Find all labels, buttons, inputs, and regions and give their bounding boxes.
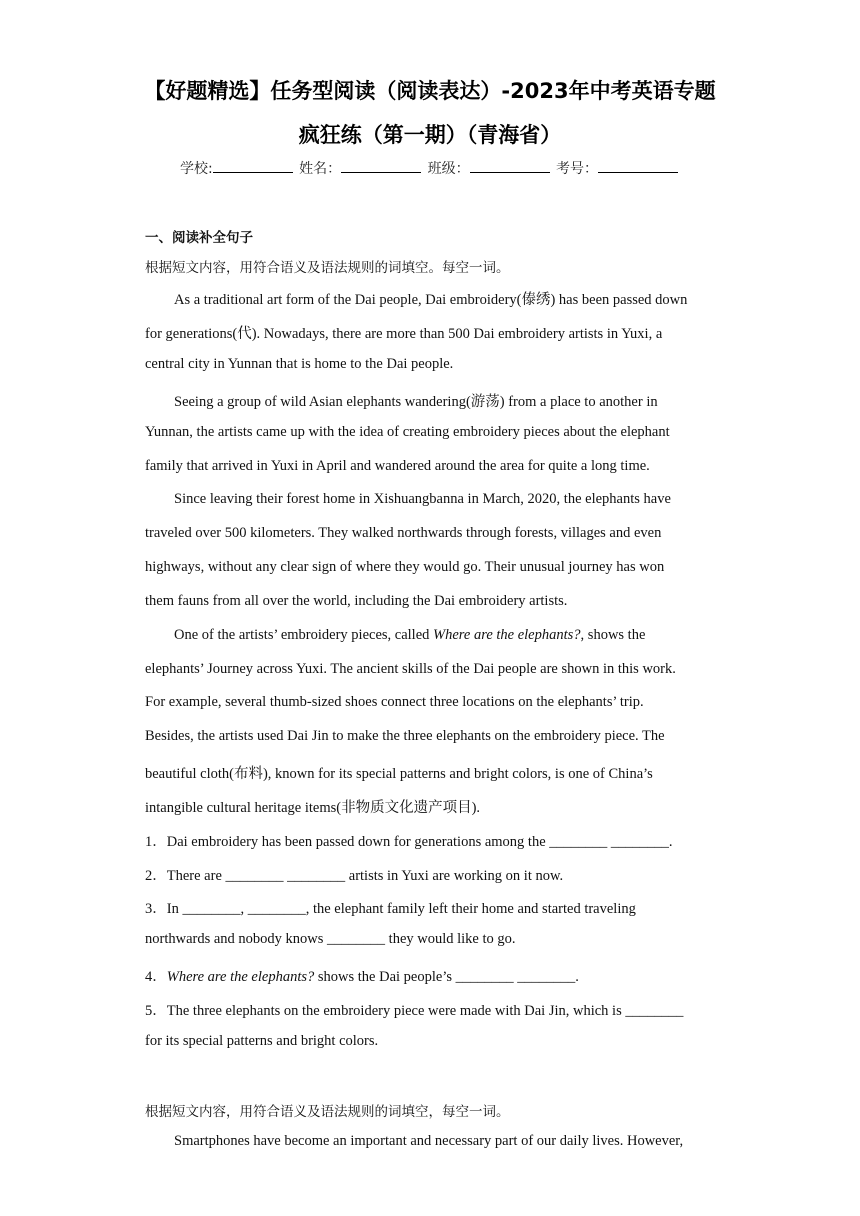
- section-1-heading: 一、阅读补全句子: [145, 230, 253, 246]
- passage-line: [174, 627, 645, 644]
- document-title-line-1: 【好题精选】任务型阅读（阅读表达）-2023年中考英语专题: [144, 79, 716, 103]
- question-5: 5．The three elephants on the embroidery piece were made with Dai Jin, which is ________: [145, 1003, 684, 1019]
- question-5-continued: for its special patterns and bright colors.: [145, 1033, 379, 1049]
- class-blank[interactable]: [470, 158, 550, 173]
- passage-line: Besides, the artists used Dai Jin to make the three elephants on the embroidery piece. The: [145, 728, 665, 744]
- artwork-title: Where are the elephants?: [166, 969, 315, 985]
- passage-line: Since leaving their forest home in Xishuangbanna in March, 2020, the elephants have: [174, 491, 671, 507]
- document-title-line-2: 疯狂练（第一期）（青海省）: [298, 123, 562, 147]
- question-number: 4．: [145, 969, 167, 985]
- question-3: 3．In ________, ________, the elephant family left their home and started traveling: [145, 901, 636, 917]
- passage-line: As a traditional art form of the Dai people, Dai embroidery(傣绣) has been passed down: [174, 292, 688, 308]
- section-2-instruction: 根据短文内容，用符合语义及语法规则的词填空，每空一词。: [145, 1104, 510, 1120]
- question-4: [145, 965, 579, 986]
- exam-number-label: 考号：: [556, 161, 599, 177]
- question-1: 1．Dai embroidery has been passed down for generations among the ________ ________.: [145, 834, 673, 850]
- class-label: 班级：: [427, 161, 470, 177]
- student-info-row: [0, 158, 860, 178]
- question-text: shows the Dai people’s ________ ________.: [314, 969, 579, 985]
- passage-line: family that arrived in Yuxi in April and wandered around the area for quite a long time.: [145, 458, 650, 474]
- passage-line: central city in Yunnan that is home to the Dai people.: [145, 356, 454, 372]
- passage-line: Yunnan, the artists came up with the idea of creating embroidery pieces about the elephant: [145, 424, 670, 440]
- passage-line: Seeing a group of wild Asian elephants wandering(游荡) from a place to another in: [174, 394, 658, 410]
- passage-line: For example, several thumb-sized shoes connect three locations on the elephants’ trip.: [145, 694, 644, 710]
- artwork-title: Where are the elephants?: [433, 627, 581, 643]
- passage-text: One of the artists’ embroidery pieces, called: [174, 627, 434, 643]
- name-label: 姓名：: [299, 161, 342, 177]
- name-blank[interactable]: [341, 158, 421, 173]
- section-1-instruction: 根据短文内容，用符合语义及语法规则的词填空。每空一词。: [145, 260, 510, 276]
- passage-line: elephants’ Journey across Yuxi. The ancient skills of the Dai people are shown in this work.: [145, 661, 676, 677]
- passage-text: , shows the: [580, 627, 646, 643]
- passage-line: them fauns from all over the world, including the Dai embroidery artists.: [145, 593, 568, 609]
- passage-line: intangible cultural heritage items(非物质文化遗产项目).: [145, 800, 481, 816]
- school-label: 学校:: [179, 161, 213, 177]
- school-blank[interactable]: [213, 158, 293, 173]
- exam-number-blank[interactable]: [598, 158, 678, 173]
- passage-line: beautiful cloth(布料), known for its special patterns and bright colors, is one of China’s: [145, 766, 653, 782]
- passage-line: traveled over 500 kilometers. They walked northwards through forests, villages and even: [145, 525, 662, 541]
- passage-line: Smartphones have become an important and necessary part of our daily lives. However,: [174, 1133, 684, 1149]
- question-2: 2．There are ________ ________ artists in Yuxi are working on it now.: [145, 868, 564, 884]
- question-3-continued: northwards and nobody knows ________ they would like to go.: [145, 931, 516, 947]
- passage-line: highways, without any clear sign of where they would go. Their unusual journey has won: [145, 559, 665, 575]
- passage-line: for generations(代). Nowadays, there are more than 500 Dai embroidery artists in Yuxi, a: [145, 326, 663, 342]
